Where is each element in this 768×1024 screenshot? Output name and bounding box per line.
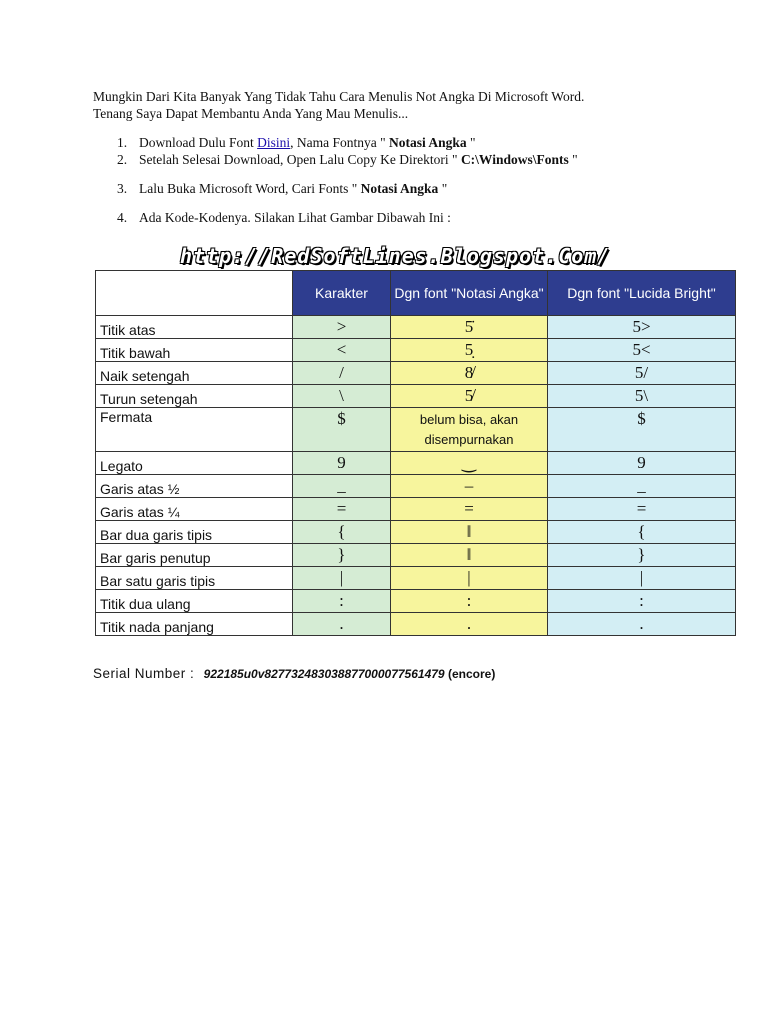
notasi-angka-cell: 5̸ <box>391 385 548 408</box>
lucida-bright-cell: 5> <box>548 316 736 339</box>
lucida-bright-cell: 5/ <box>548 362 736 385</box>
table-row <box>96 408 736 452</box>
font-name: Notasi Angka <box>360 181 439 196</box>
karakter-cell: } <box>293 544 391 567</box>
table-row <box>96 452 736 475</box>
table-row <box>96 590 736 613</box>
karakter-cell: / <box>293 362 391 385</box>
row-label: Bar dua garis tipis <box>96 521 293 544</box>
step-text: " <box>438 181 448 196</box>
row-label: Garis atas ½ <box>96 475 293 498</box>
step-text: , Nama Fontnya " <box>290 135 390 150</box>
row-label: Titik dua ulang <box>96 590 293 613</box>
notasi-angka-cell: 5̣ <box>391 339 548 362</box>
row-label: Naik setengah <box>96 362 293 385</box>
table-row <box>96 475 736 498</box>
karakter-cell: > <box>293 316 391 339</box>
row-label: Titik nada panjang <box>96 613 293 636</box>
row-label: Garis atas ¼ <box>96 498 293 521</box>
header-karakter: Karakter <box>293 271 391 316</box>
notasi-angka-cell: . <box>391 613 548 636</box>
karakter-cell: 9 <box>293 452 391 475</box>
step-text: Download Dulu Font <box>139 135 258 150</box>
karakter-cell: { <box>293 521 391 544</box>
karakter-cell: < <box>293 339 391 362</box>
lucida-bright-cell: } <box>548 544 736 567</box>
step-1 <box>93 134 476 151</box>
notasi-angka-cell <box>391 408 548 452</box>
serial-tag: (encore) <box>447 667 496 681</box>
notasi-angka-cell: ‖ <box>391 544 548 567</box>
step-3 <box>93 180 447 197</box>
download-link[interactable]: Disini <box>257 135 291 150</box>
step-text: " <box>466 135 476 150</box>
blog-watermark: http://RedSoftLines.Blogspot.Com/ <box>180 244 611 268</box>
step-4 <box>93 209 451 226</box>
karakter-cell: _ <box>293 475 391 498</box>
row-label: Bar garis penutup <box>96 544 293 567</box>
karakter-cell: \ <box>293 385 391 408</box>
table-row <box>96 385 736 408</box>
notasi-angka-cell: ‿ <box>391 452 548 475</box>
row-label: Turun setengah <box>96 385 293 408</box>
notasi-angka-cell: = <box>391 498 548 521</box>
lucida-bright-cell: $ <box>548 408 736 452</box>
step-number: 2. <box>117 152 128 167</box>
karakter-cell: . <box>293 613 391 636</box>
lucida-bright-cell: 5< <box>548 339 736 362</box>
lucida-bright-cell: . <box>548 613 736 636</box>
step-2 <box>93 151 578 168</box>
table-row <box>96 339 736 362</box>
notation-table <box>95 270 736 636</box>
row-label: Titik atas <box>96 316 293 339</box>
header-blank <box>96 271 293 316</box>
serial-code: 922185u0v827732483038877000077561479 <box>203 667 445 681</box>
table-row <box>96 544 736 567</box>
notasi-angka-cell: : <box>391 590 548 613</box>
step-text: Lalu Buka Microsoft Word, Cari Fonts " <box>139 181 361 196</box>
notasi-angka-cell: 5̇ <box>391 316 548 339</box>
table-row <box>96 362 736 385</box>
notasi-angka-cell: | <box>391 567 548 590</box>
table-row <box>96 521 736 544</box>
lucida-bright-cell: = <box>548 498 736 521</box>
row-label: Titik bawah <box>96 339 293 362</box>
lucida-bright-cell: _ <box>548 475 736 498</box>
header-lucida-bright: Dgn font "Lucida Bright" <box>548 271 736 316</box>
intro-line-2: Tenang Saya Dapat Membantu Anda Yang Mau Menulis... <box>93 106 409 121</box>
lucida-bright-cell: { <box>548 521 736 544</box>
karakter-cell: $ <box>293 408 391 452</box>
step-text: " <box>568 152 578 167</box>
row-label: Fermata <box>96 408 293 452</box>
lucida-bright-cell: : <box>548 590 736 613</box>
font-name: Notasi Angka <box>389 135 467 150</box>
table-row <box>96 316 736 339</box>
serial-label: Serial Number : <box>93 666 195 681</box>
lucida-bright-cell: | <box>548 567 736 590</box>
step-text: Setelah Selesai Download, Open Lalu Copy Ke Direktori " <box>139 152 461 167</box>
notasi-angka-cell: ‖ <box>391 521 548 544</box>
table-header-row <box>96 271 736 316</box>
notasi-angka-cell: – <box>391 475 548 498</box>
header-notasi-angka: Dgn font "Notasi Angka" <box>391 271 548 316</box>
row-label: Legato <box>96 452 293 475</box>
step-number: 3. <box>117 181 128 196</box>
table-row <box>96 498 736 521</box>
step-number: 1. <box>117 135 128 150</box>
notasi-angka-cell: 8̸ <box>391 362 548 385</box>
intro-line-1: Mungkin Dari Kita Banyak Yang Tidak Tahu Cara Menulis Not Angka Di Microsoft Word. <box>93 89 585 104</box>
table-row <box>96 567 736 590</box>
step-text: Ada Kode-Kodenya. Silakan Lihat Gambar Dibawah Ini : <box>139 210 451 225</box>
row-label: Bar satu garis tipis <box>96 567 293 590</box>
table-row <box>96 613 736 636</box>
serial-number-line <box>93 666 495 682</box>
karakter-cell: | <box>293 567 391 590</box>
notation-table-wrapper <box>95 270 716 635</box>
intro-paragraph <box>93 88 733 122</box>
karakter-cell: : <box>293 590 391 613</box>
lucida-bright-cell: 9 <box>548 452 736 475</box>
karakter-cell: = <box>293 498 391 521</box>
fermata-note: belum bisa, akan disempurnakan <box>419 411 519 447</box>
lucida-bright-cell: 5\ <box>548 385 736 408</box>
fonts-directory: C:\Windows\Fonts <box>460 152 569 167</box>
step-number: 4. <box>117 210 128 225</box>
